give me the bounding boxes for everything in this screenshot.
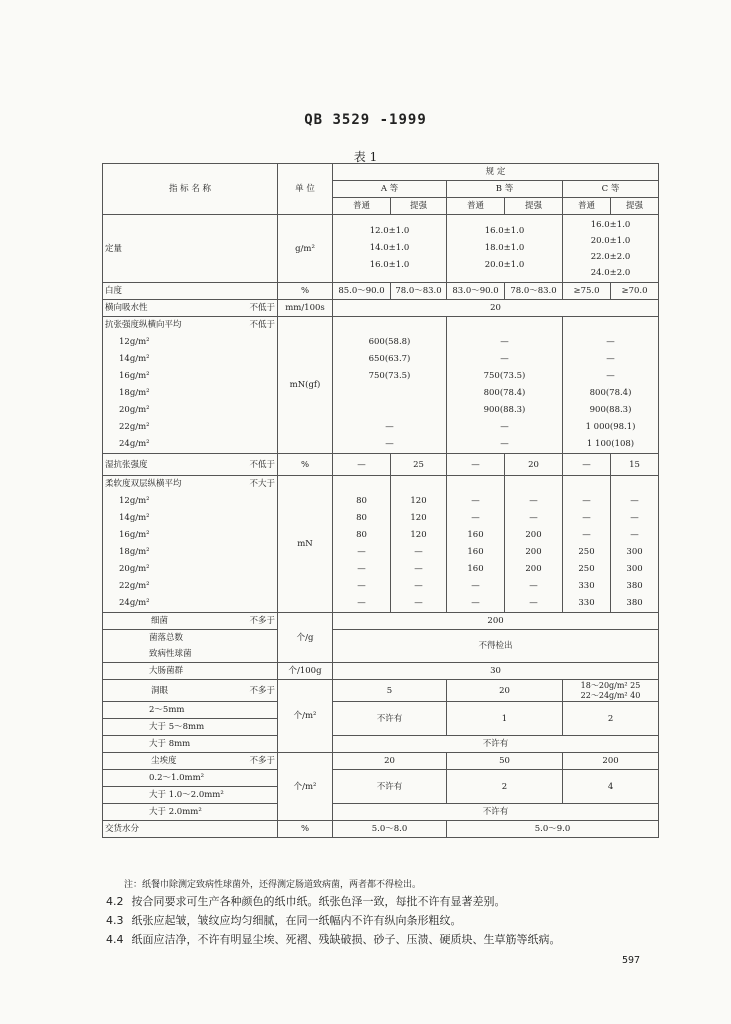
clause-text: 按合同要求可生产各种颜色的纸巾纸。纸张色泽一致，每批不许有显著差别。 bbox=[131, 895, 506, 908]
holes-b-small: 1 bbox=[447, 702, 563, 736]
colonies-row bbox=[103, 630, 659, 663]
moisture-bc: 5.0～9.0 bbox=[447, 821, 659, 838]
tensile-c: — — — 800(78.4) 900(88.3) 1 000(98.1) 1 100(108) bbox=[563, 317, 659, 454]
white-unit: % bbox=[278, 283, 333, 300]
holes-c: 18～20g/m² 25 22～24g/m² 40 bbox=[563, 680, 659, 702]
quant-b: 16.0±1.0 18.0±1.0 20.0±1.0 bbox=[447, 215, 563, 283]
tensile-label: 抗张强度纵横向平均 不低于 12g/m² 14g/m² 16g/m² 18g/m² 20g/m² 22g/m² 24g/m² bbox=[103, 317, 278, 454]
coliform-unit: 个/100g bbox=[278, 663, 333, 680]
wet-b-strong: 20 bbox=[505, 454, 563, 476]
head-grade-b: B 等 bbox=[447, 181, 563, 198]
clause-4-3 bbox=[106, 912, 462, 928]
head-strong: 提强 bbox=[391, 198, 447, 215]
bacteria-label: 细菌 不多于 bbox=[103, 613, 278, 630]
head-unit: 单 位 bbox=[278, 164, 333, 215]
holes-a-small: 不许有 bbox=[333, 702, 447, 736]
head-normal: 普通 bbox=[333, 198, 391, 215]
dust-label: 尘埃度 不多于 bbox=[103, 753, 278, 770]
white-c-normal: ≥75.0 bbox=[563, 283, 611, 300]
clause-number: 4.2 bbox=[106, 895, 124, 908]
bacteria-row bbox=[103, 613, 659, 630]
absorb-unit: mm/100s bbox=[278, 300, 333, 317]
moisture-a: 5.0～8.0 bbox=[333, 821, 447, 838]
table-caption: 表 1 bbox=[353, 150, 378, 164]
holes-c-small: 2 bbox=[563, 702, 659, 736]
dust-row-1 bbox=[103, 753, 659, 770]
header-row-1 bbox=[103, 164, 659, 181]
page-number: 597 bbox=[622, 955, 641, 966]
coliform-label: 大肠菌群 bbox=[103, 663, 278, 680]
soft-row bbox=[103, 476, 659, 613]
clause-4-4 bbox=[106, 931, 561, 947]
wet-row bbox=[103, 454, 659, 476]
coliform-value: 30 bbox=[333, 663, 659, 680]
white-row bbox=[103, 283, 659, 300]
holes-size-2-5: 2～5mm bbox=[103, 702, 278, 719]
soft-label: 柔软度双层纵横平均 不大于 12g/m² 14g/m² 16g/m² 18g/m² 20g/m² 22g/m² 24g/m² bbox=[103, 476, 278, 613]
moisture-label: 交货水分 bbox=[103, 821, 278, 838]
dust-size-mid: 大于 1.0～2.0mm² bbox=[103, 787, 278, 804]
clause-text: 纸面应洁净，不许有明显尘埃、死褶、残缺破损、砂子、压溃、硬质块、生草筋等纸病。 bbox=[131, 933, 561, 946]
dust-unit: 个/m² bbox=[278, 753, 333, 821]
clause-number: 4.3 bbox=[106, 914, 124, 927]
clause-4-2 bbox=[106, 893, 506, 909]
white-a-normal: 85.0～90.0 bbox=[333, 283, 391, 300]
quant-row bbox=[103, 215, 659, 283]
dust-row-4 bbox=[103, 804, 659, 821]
clause-number: 4.4 bbox=[106, 933, 124, 946]
holes-unit: 个/m² bbox=[278, 680, 333, 753]
moisture-unit: % bbox=[278, 821, 333, 838]
holes-large-value: 不许有 bbox=[333, 736, 659, 753]
quant-c: 16.0±1.0 20.0±1.0 22.0±2.0 24.0±2.0 bbox=[563, 215, 659, 283]
absorb-row bbox=[103, 300, 659, 317]
dust-c: 200 bbox=[563, 753, 659, 770]
standard-number: QB 3529 -1999 bbox=[304, 112, 427, 128]
tensile-row bbox=[103, 317, 659, 454]
tensile-unit: mN(gf) bbox=[278, 317, 333, 454]
absorb-label: 横向吸水性 不低于 bbox=[103, 300, 278, 317]
head-normal: 普通 bbox=[563, 198, 611, 215]
head-indicator: 指 标 名 称 bbox=[103, 164, 278, 215]
soft-unit: mN bbox=[278, 476, 333, 613]
head-normal: 普通 bbox=[447, 198, 505, 215]
wet-b-normal: — bbox=[447, 454, 505, 476]
holes-row-1 bbox=[103, 680, 659, 702]
soft-a-normal: 80 80 80 — — — — bbox=[333, 476, 391, 613]
quant-a: 12.0±1.0 14.0±1.0 16.0±1.0 bbox=[333, 215, 447, 283]
colonies-label: 菌落总数 致病性球菌 bbox=[103, 630, 278, 663]
dust-row-2 bbox=[103, 770, 659, 787]
pathogen-value: 不得检出 bbox=[333, 630, 659, 663]
table-note: 注：纸餐巾除测定致病性球菌外，还得测定肠道致病菌，两者都不得检出。 bbox=[124, 880, 422, 890]
white-c-strong: ≥70.0 bbox=[611, 283, 659, 300]
spec-table bbox=[102, 163, 659, 838]
wet-a-strong: 25 bbox=[391, 454, 447, 476]
coliform-row bbox=[103, 663, 659, 680]
dust-c-mid: 4 bbox=[563, 770, 659, 804]
dust-large-value: 不许有 bbox=[333, 804, 659, 821]
holes-row-2 bbox=[103, 702, 659, 719]
dust-size-large: 大于 2.0mm² bbox=[103, 804, 278, 821]
quant-label: 定量 bbox=[103, 215, 278, 283]
holes-label: 洞眼 不多于 bbox=[103, 680, 278, 702]
head-strong: 提强 bbox=[505, 198, 563, 215]
dust-b-mid: 2 bbox=[447, 770, 563, 804]
wet-a-normal: — bbox=[333, 454, 391, 476]
soft-c-strong: — — — 300 300 380 380 bbox=[611, 476, 659, 613]
absorb-value: 20 bbox=[333, 300, 659, 317]
white-label: 白度 bbox=[103, 283, 278, 300]
holes-a: 5 bbox=[333, 680, 447, 702]
holes-size-8: 大于 8mm bbox=[103, 736, 278, 753]
quant-unit: g/m² bbox=[278, 215, 333, 283]
soft-b-strong: — — 200 200 200 — — bbox=[505, 476, 563, 613]
clause-text: 纸张应起皱，皱纹应均匀细腻，在同一纸幅内不许有纵向条形粗纹。 bbox=[131, 914, 462, 927]
tensile-b: — — 750(73.5) 800(78.4) 900(88.3) — — bbox=[447, 317, 563, 454]
soft-b-normal: — — 160 160 160 — — bbox=[447, 476, 505, 613]
head-grade-c: C 等 bbox=[563, 181, 659, 198]
soft-c-normal: — — — 250 250 330 330 bbox=[563, 476, 611, 613]
holes-row-4 bbox=[103, 736, 659, 753]
dust-a: 20 bbox=[333, 753, 447, 770]
wet-c-normal: — bbox=[563, 454, 611, 476]
white-a-strong: 78.0～83.0 bbox=[391, 283, 447, 300]
head-grade-a: A 等 bbox=[333, 181, 447, 198]
dust-b: 50 bbox=[447, 753, 563, 770]
soft-a-strong: 120 120 120 — — — — bbox=[391, 476, 447, 613]
head-spec: 规 定 bbox=[333, 164, 659, 181]
bacteria-unit: 个/g bbox=[278, 613, 333, 663]
wet-c-strong: 15 bbox=[611, 454, 659, 476]
tensile-a: 600(58.8) 650(63.7) 750(73.5) — — bbox=[333, 317, 447, 454]
white-b-strong: 78.0～83.0 bbox=[505, 283, 563, 300]
holes-size-5-8: 大于 5～8mm bbox=[103, 719, 278, 736]
dust-size-small: 0.2～1.0mm² bbox=[103, 770, 278, 787]
head-strong: 提强 bbox=[611, 198, 659, 215]
moisture-row bbox=[103, 821, 659, 838]
white-b-normal: 83.0～90.0 bbox=[447, 283, 505, 300]
bacteria-value: 200 bbox=[333, 613, 659, 630]
wet-unit: % bbox=[278, 454, 333, 476]
holes-b: 20 bbox=[447, 680, 563, 702]
dust-a-mid: 不许有 bbox=[333, 770, 447, 804]
wet-label: 湿抗张强度 不低于 bbox=[103, 454, 278, 476]
